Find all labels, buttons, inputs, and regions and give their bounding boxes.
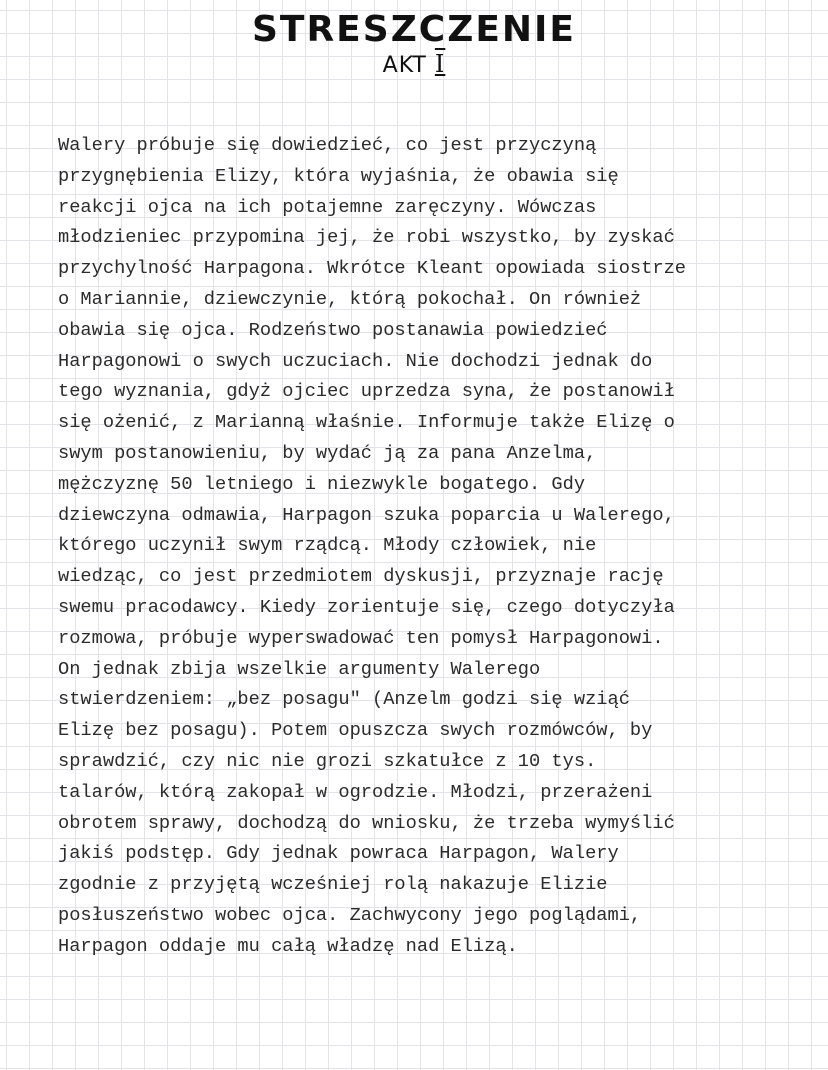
summary-line: posłuszeństwo wobec ojca. Zachwycony jego poglądami, [58, 903, 642, 926]
summary-line: On jednak zbija wszelkie argumenty Walerego [58, 657, 541, 680]
summary-line: tego wyznania, gdyż ojciec uprzedza syna, że postanowił [58, 380, 675, 403]
summary-line: reakcji ojca na ich potajemne zaręczyny. Wówczas [58, 195, 597, 218]
summary-line: Harpagonowi o swych uczuciach. Nie dochodzi jednak do [58, 349, 653, 372]
summary-line: wiedząc, co jest przedmiotem dyskusji, przyznaje rację [58, 565, 664, 588]
summary-line: mężczyznę 50 letniego i niezwykle bogatego. Gdy [58, 472, 586, 495]
summary-line: Walery próbuje się dowiedzieć, co jest przyczyną [58, 134, 597, 156]
summary-line: talarów, którą zakopał w ogrodzie. Młodzi, przerażeni [58, 780, 653, 803]
page-title: STRESZCZENIE [251, 9, 577, 50]
act-number: I [434, 50, 446, 78]
summary-line: obawia się ojca. Rodzeństwo postanawia powiedzieć [58, 318, 608, 341]
summary-line: rozmowa, próbuje wyperswadować ten pomysł Harpagonowi. [58, 626, 664, 649]
summary-line: młodzieniec przypomina jej, że robi wszystko, by zyskać [58, 226, 675, 249]
summary-line: Harpagon oddaje mu całą władzę nad Elizą. [58, 934, 518, 957]
summary-line: swym postanowieniu, by wydać ją za pana Anzelma, [58, 441, 597, 464]
summary-line: jakiś podstęp. Gdy jednak powraca Harpagon, Walery [58, 842, 619, 865]
summary-text [58, 130, 798, 962]
summary-line: przychylność Harpagona. Wkrótce Kleant opowiada siostrze [58, 257, 687, 280]
summary-line: którego uczynił swym rządcą. Młody człowiek, nie [58, 534, 597, 557]
summary-line: obrotem sprawy, dochodzą do wniosku, że trzeba wymyślić [58, 811, 675, 834]
summary-line: się ożenić, z Marianną właśnie. Informuje także Elizę o [58, 411, 675, 434]
summary-line: Elizę bez posagu). Potem opuszcza swych rozmówców, by [58, 719, 653, 742]
summary-line: swemu pracodawcy. Kiedy zorientuje się, czego dotyczyła [58, 595, 675, 618]
act-heading [0, 48, 828, 82]
summary-line: zgodnie z przyjętą wcześniej rolą nakazuje Elizie [58, 873, 608, 896]
summary-line: dziewczyna odmawia, Harpagon szuka poparcia u Walerego, [58, 503, 675, 526]
summary-line: o Mariannie, dziewczynie, którą pokochał. On również [58, 287, 642, 310]
summary-line: przygnębienia Elizy, która wyjaśnia, że obawia się [58, 164, 619, 187]
act-label: AKT [382, 53, 427, 78]
summary-line: sprawdzić, czy nic nie grozi szkatułce z 10 tys. [58, 749, 597, 772]
summary-line: stwierdzeniem: „bez posagu" (Anzelm godzi się wziąć [58, 688, 630, 711]
